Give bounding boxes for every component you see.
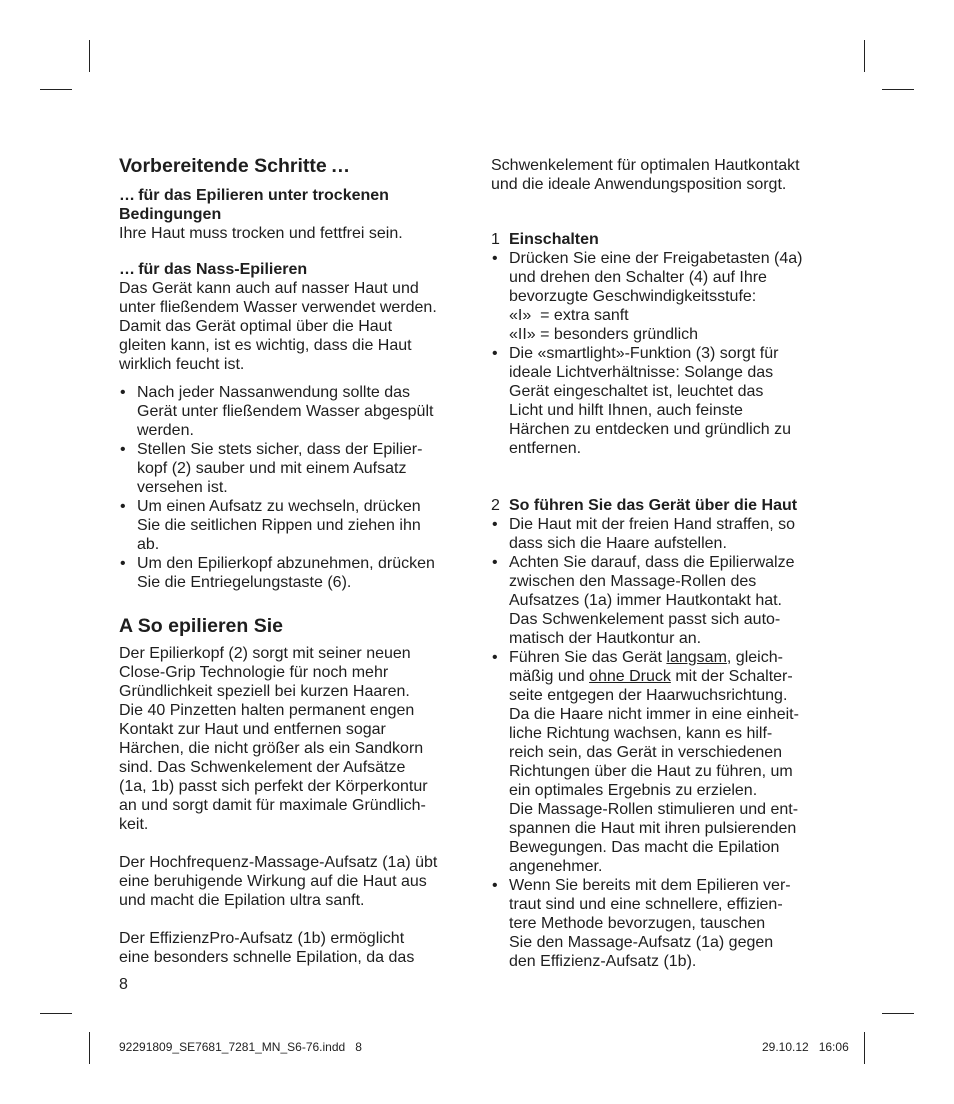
step-2-heading: [491, 496, 841, 515]
text-line: Schwenkelement für optimalen Hautkontakt: [491, 157, 800, 174]
text-line: Die 40 Pinzetten halten permanent engen: [119, 702, 415, 719]
text-line: entfernen.: [509, 440, 582, 457]
step-title: So führen Sie das Gerät über die Haut: [509, 497, 798, 514]
list-item: [491, 344, 841, 458]
text-line: Wenn Sie bereits mit dem Epilieren ver-: [509, 877, 791, 894]
text-line: zwischen den Massage-Rollen des: [509, 573, 757, 590]
step-number: 1: [491, 231, 500, 248]
text-line: Der Epilierkopf (2) sorgt mit seiner neuen: [119, 645, 411, 662]
step-2-list: [491, 515, 841, 971]
text-line: Drücken Sie eine der Freigabetasten (4a): [509, 250, 803, 267]
text-line: Um einen Aufsatz zu wechseln, drücken: [137, 498, 421, 515]
list-item: [491, 553, 841, 648]
step-number: 2: [491, 497, 500, 514]
text-line: liche Richtung wachsen, kann es hilf-: [509, 725, 773, 742]
text-line: Die Massage-Rollen stimulieren und ent-: [509, 801, 799, 818]
dry-subheading: [119, 186, 464, 224]
text-line: Richtungen über die Haut zu führen, um: [509, 763, 793, 780]
text-line: Der Hochfrequenz-Massage-Aufsatz (1a) übt: [119, 854, 438, 871]
text-line: Der EffizienzPro-Aufsatz (1b) ermöglicht: [119, 930, 405, 947]
step-1-list: [491, 249, 841, 458]
text-line: Aufsatzes (1a) immer Hautkontakt hat.: [509, 592, 782, 609]
text-line: Stellen Sie stets sicher, dass der Epilier-: [137, 441, 423, 458]
text-line: Die Haut mit der freien Hand straffen, so: [509, 516, 796, 533]
text-line: traut sind und eine schnellere, effizien-: [509, 896, 783, 913]
text-line: versehen ist.: [137, 479, 228, 496]
text-line: reich sein, das Gerät in verschiedenen: [509, 744, 783, 761]
list-item: [119, 497, 464, 554]
step-1-heading: [491, 230, 841, 249]
wet-bullet-list: [119, 383, 464, 592]
text-line: an und sorgt damit für maximale Gründlich-: [119, 797, 426, 814]
text-line: den Effizienz-Aufsatz (1b).: [509, 953, 697, 970]
text-line: Die «smartlight»-Funktion (3) sorgt für: [509, 345, 779, 362]
text-line: Damit das Gerät optimal über die Haut: [119, 318, 393, 335]
text-fragment: mit der Schalter-: [670, 668, 793, 685]
text-line: Da die Haare nicht immer in eine einheit-: [509, 706, 799, 723]
text-line: eine besonders schnelle Epilation, da das: [119, 949, 415, 966]
crop-mark-bottom-right-vertical: [864, 1032, 865, 1064]
text-line: Close-Grip Technologie für noch mehr: [119, 664, 389, 681]
text-line: Licht und hilft Ihnen, auch feinste: [509, 402, 743, 419]
text-line: Bewegungen. Das macht die Epilation: [509, 839, 780, 856]
text-line: Das Schwenkelement passt sich auto-: [509, 611, 781, 628]
closegrip-paragraph: [119, 644, 464, 834]
text-line: spannen die Haut mit ihren pulsierenden: [509, 820, 797, 837]
text-line: werden.: [137, 422, 194, 439]
dry-subheading-line: Bedingungen: [119, 206, 222, 223]
intro-continuation: [491, 156, 841, 194]
list-item: [119, 554, 464, 592]
crop-mark-top-right-vertical: [864, 40, 865, 72]
text-line: kopf (2) sauber und mit einem Aufsatz: [137, 460, 407, 477]
text-line: ideale Lichtverhältnisse: Solange das: [509, 364, 774, 381]
text-line: Gerät eingeschaltet ist, leuchtet das: [509, 383, 764, 400]
text-fragment: , gleich-: [726, 649, 783, 666]
wet-subheading: … für das Nass-Epilieren: [119, 261, 308, 278]
list-item: [491, 648, 841, 876]
underlined-word-no-pressure: ohne Druck: [589, 668, 671, 685]
text-line: (1a, 1b) passt sich perfekt der Körperkontur: [119, 778, 428, 795]
crop-mark-bottom-right-horizontal: [882, 1013, 914, 1014]
text-line: Härchen zu entdecken und gründlich zu: [509, 421, 791, 438]
text-line: Nach jeder Nassanwendung sollte das: [137, 384, 411, 401]
wet-paragraph: [119, 279, 464, 374]
text-line: dass sich die Haare aufstellen.: [509, 535, 727, 552]
crop-mark-top-left-horizontal: [40, 89, 72, 90]
speed-level-2: «II» = besonders gründlich: [509, 326, 699, 343]
list-item: [491, 515, 841, 553]
heading-how-to-epilate: A So epilieren Sie: [119, 615, 283, 637]
crop-mark-bottom-left-horizontal: [40, 1013, 72, 1014]
speed-level-1: «I» = extra sanft: [509, 307, 629, 324]
text-line: Um den Epilierkopf abzunehmen, drücken: [137, 555, 435, 572]
efficiency-paragraph: [119, 929, 464, 967]
text-line: Das Gerät kann auch auf nasser Haut und: [119, 280, 419, 297]
crop-mark-top-left-vertical: [89, 40, 90, 72]
crop-mark-bottom-left-vertical: [89, 1032, 90, 1064]
footer-timestamp: 29.10.12 16:06: [762, 1040, 849, 1054]
text-line: ab.: [137, 536, 160, 553]
text-line: Achten Sie darauf, dass die Epilierwalze: [509, 554, 795, 571]
list-item: [119, 440, 464, 497]
text-fragment: Führen Sie das Gerät: [509, 649, 667, 666]
text-line: wirklich feucht ist.: [119, 356, 245, 373]
underlined-word-slowly: langsam: [666, 649, 727, 666]
text-line: eine beruhigende Wirkung auf die Haut aus: [119, 873, 427, 890]
text-line: Sie den Massage-Aufsatz (1a) gegen: [509, 934, 774, 951]
massage-paragraph: [119, 853, 464, 910]
dry-subheading-line: … für das Epilieren unter trockenen: [119, 187, 389, 204]
text-line: Härchen, die nicht größer als ein Sandkorn: [119, 740, 424, 757]
text-line: matisch der Hautkontur an.: [509, 630, 702, 647]
text-line: und die ideale Anwendungsposition sorgt.: [491, 176, 787, 193]
text-line: Sie die Entriegelungstaste (6).: [137, 574, 352, 591]
text-line: und macht die Epilation ultra sanft.: [119, 892, 365, 909]
list-item: [491, 876, 841, 971]
heading-preparation: Vorbereitende Schritte …: [119, 155, 351, 177]
text-line: tere Methode bevorzugen, tauschen: [509, 915, 766, 932]
text-line: ein optimales Ergebnis zu erzielen.: [509, 782, 758, 799]
list-item: [119, 383, 464, 440]
text-fragment: mäßig und: [509, 668, 590, 685]
text-line: bevorzugte Geschwindigkeitsstufe:: [509, 288, 757, 305]
text-line: und drehen den Schalter (4) auf Ihre: [509, 269, 767, 286]
text-line: Gründlichkeit speziell bei kurzen Haaren.: [119, 683, 410, 700]
text-line: keit.: [119, 816, 149, 833]
text-line: unter fließendem Wasser verwendet werden.: [119, 299, 437, 316]
list-item: [491, 249, 841, 344]
text-line: sind. Das Schwenkelement der Aufsätze: [119, 759, 406, 776]
left-column: [119, 154, 464, 967]
step-title: Einschalten: [509, 231, 599, 248]
right-column: [491, 156, 841, 971]
crop-mark-top-right-horizontal: [882, 89, 914, 90]
text-line: Gerät unter fließendem Wasser abgespült: [137, 403, 434, 420]
text-line: seite entgegen der Haarwuchsrichtung.: [509, 687, 788, 704]
text-line: gleiten kann, ist es wichtig, dass die Haut: [119, 337, 412, 354]
page-number: 8: [119, 976, 128, 993]
text-line: angenehmer.: [509, 858, 603, 875]
text-line: Kontakt zur Haut und entfernen sogar: [119, 721, 386, 738]
dry-text: Ihre Haut muss trocken und fettfrei sein.: [119, 225, 403, 242]
text-line: Sie die seitlichen Rippen und ziehen ihn: [137, 517, 421, 534]
footer-file-info: 92291809_SE7681_7281_MN_S6-76.indd 8: [119, 1040, 362, 1054]
